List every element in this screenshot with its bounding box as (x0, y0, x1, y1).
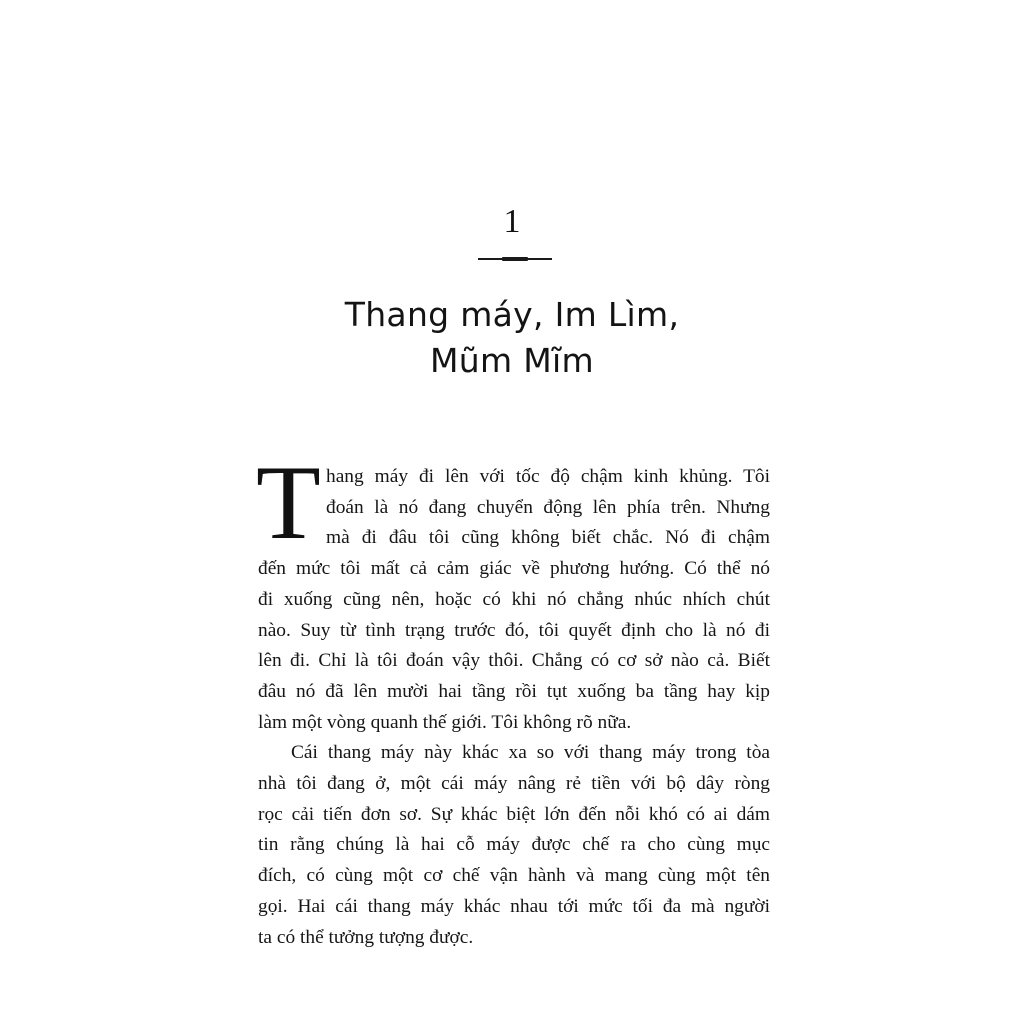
drop-cap: T (256, 444, 321, 561)
text-line: Cái thang máy này khác xa so với thang máy trong tòa (291, 742, 770, 764)
text-line: rọc cải tiến đơn sơ. Sự khác biệt lớn đến nỗi khó có ai dám (258, 803, 770, 825)
chapter-number: 1 (503, 203, 521, 240)
text-line: đích, có cùng một cơ chế vận hành và mang cùng một tên (258, 865, 770, 887)
paragraph-2 (258, 738, 770, 953)
text-line: đến mức tôi mất cả cảm giác về phương hướng. Có thể nó (258, 558, 770, 580)
chapter-title (0, 292, 1024, 384)
text-line: hang máy đi lên với tốc độ chậm kinh khủng. Tôi (326, 466, 770, 487)
body-text (256, 444, 770, 953)
text-line: đoán là nó đang chuyển động lên phía trên. Nhưng (326, 496, 770, 518)
text-line: nhà tôi đang ở, một cái máy nâng rẻ tiền với bộ dây ròng (258, 773, 770, 795)
text-line: tin rằng chúng là hai cỗ máy được chế ra cho cùng mục (258, 834, 770, 856)
text-line: nào. Suy từ tình trạng trước đó, tôi quyết định cho là nó đi (258, 619, 770, 641)
chapter-ornament-rule (478, 258, 552, 260)
text-line: ta có thể tưởng tượng được. (258, 926, 474, 948)
text-line: đi xuống cũng nên, hoặc có khi nó chẳng nhúc nhích chút (258, 588, 770, 610)
chapter-title-line-2: Mũm Mĩm (430, 341, 594, 380)
text-line: mà đi đâu tôi cũng không biết chắc. Nó đi chậm (326, 527, 770, 549)
text-line: lên đi. Chỉ là tôi đoán vậy thôi. Chẳng có cơ sở nào cả. Biết (258, 650, 770, 672)
paragraph-1 (256, 444, 770, 738)
chapter-title-line-1: Thang máy, Im Lìm, (344, 295, 680, 334)
text-line: gọi. Hai cái thang máy khác nhau tới mức tối đa mà người (258, 895, 770, 917)
text-line: làm một vòng quanh thế giới. Tôi không rõ nữa. (258, 711, 632, 733)
text-line: đâu nó đã lên mười hai tầng rồi tụt xuống ba tầng hay kịp (258, 680, 770, 702)
